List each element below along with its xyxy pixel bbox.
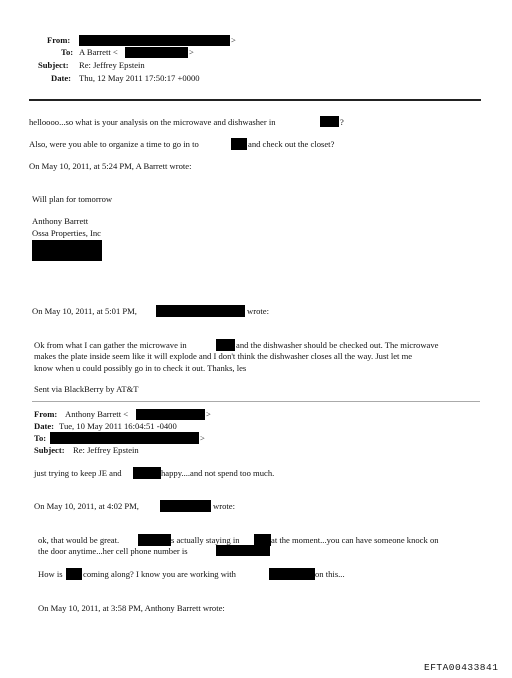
from-suffix: > bbox=[231, 35, 236, 45]
quote-header: wrote: bbox=[247, 306, 269, 316]
quote-header: On May 10, 2011, at 4:02 PM, bbox=[34, 501, 139, 511]
body-line: Ok from what I can gather the microwave in bbox=[34, 340, 187, 350]
from-label: From: bbox=[34, 409, 58, 419]
redaction bbox=[66, 568, 82, 580]
body-line: s actually staying in bbox=[171, 535, 240, 545]
body-line: Also, were you able to organize a time to go in to bbox=[29, 139, 199, 149]
to-suffix: > bbox=[200, 433, 205, 443]
redaction bbox=[133, 467, 161, 479]
redaction bbox=[136, 409, 205, 420]
from-suffix: > bbox=[206, 409, 211, 419]
redaction bbox=[138, 534, 171, 546]
quote-divider bbox=[32, 401, 480, 402]
from-value: Anthony Barrett < bbox=[65, 409, 129, 419]
subject-label: Subject: bbox=[34, 445, 65, 455]
subject-value: Re: Jeffrey Epstein bbox=[73, 445, 139, 455]
redaction bbox=[216, 545, 270, 556]
sent-via: Sent via BlackBerry by AT&T bbox=[34, 384, 139, 394]
header-divider bbox=[29, 99, 481, 101]
redaction bbox=[269, 568, 315, 580]
redaction bbox=[50, 432, 199, 444]
redaction bbox=[160, 500, 211, 512]
document-id: EFTA00433841 bbox=[424, 662, 499, 673]
date-value: Thu, 12 May 2011 17:50:17 +0000 bbox=[79, 73, 200, 83]
body-line: makes the plate inside seem like it will explode and I don't think the dishwasher closes all the way. Just let me bbox=[34, 351, 413, 361]
body-line: at the moment...you can have someone knock on bbox=[271, 535, 439, 545]
to-label: To: bbox=[34, 433, 47, 443]
redaction bbox=[216, 339, 235, 351]
to-suffix: > bbox=[189, 47, 194, 57]
body-line: and check out the closet? bbox=[248, 139, 335, 149]
body-line: and the dishwasher should be checked out. The microwave bbox=[236, 340, 439, 350]
quote-header: On May 10, 2011, at 5:01 PM, bbox=[32, 306, 137, 316]
body-line: Will plan for tomorrow bbox=[32, 194, 113, 204]
redaction bbox=[231, 138, 247, 150]
body-line: the door anytime...her cell phone number is bbox=[38, 546, 188, 556]
body-line: helloooo...so what is your analysis on the microwave and dishwasher in bbox=[29, 117, 276, 127]
redaction bbox=[156, 305, 245, 317]
date-label: Date: bbox=[51, 73, 72, 83]
to-value: A Barrett < bbox=[79, 47, 118, 57]
signature-name: Anthony Barrett bbox=[32, 216, 89, 226]
subject-label: Subject: bbox=[38, 60, 69, 70]
body-line: happy....and not spend too much. bbox=[161, 468, 275, 478]
redaction bbox=[32, 240, 102, 261]
signature-company: Ossa Properties, Inc bbox=[32, 228, 101, 238]
body-line: ok, that would be great. bbox=[38, 535, 120, 545]
redaction bbox=[79, 35, 230, 46]
quote-header: wrote: bbox=[213, 501, 235, 511]
subject-value: Re: Jeffrey Epstein bbox=[79, 60, 145, 70]
date-value: Tue, 10 May 2011 16:04:51 -0400 bbox=[59, 421, 177, 431]
body-line: How is bbox=[38, 569, 63, 579]
body-line: just trying to keep JE and bbox=[34, 468, 122, 478]
redaction bbox=[125, 47, 188, 58]
quote-header: On May 10, 2011, at 5:24 PM, A Barrett wrote: bbox=[29, 161, 192, 171]
date-label: Date: bbox=[34, 421, 55, 431]
to-label: To: bbox=[61, 47, 74, 57]
body-line: know when u could possibly go in to check it out. Thanks, les bbox=[34, 363, 247, 373]
body-line: ? bbox=[340, 117, 344, 127]
body-line: coming along? I know you are working with bbox=[83, 569, 236, 579]
from-label: From: bbox=[47, 35, 71, 45]
body-line: on this... bbox=[315, 569, 345, 579]
quote-header: On May 10, 2011, at 3:58 PM, Anthony Barrett wrote: bbox=[38, 603, 225, 613]
redaction bbox=[320, 116, 339, 127]
